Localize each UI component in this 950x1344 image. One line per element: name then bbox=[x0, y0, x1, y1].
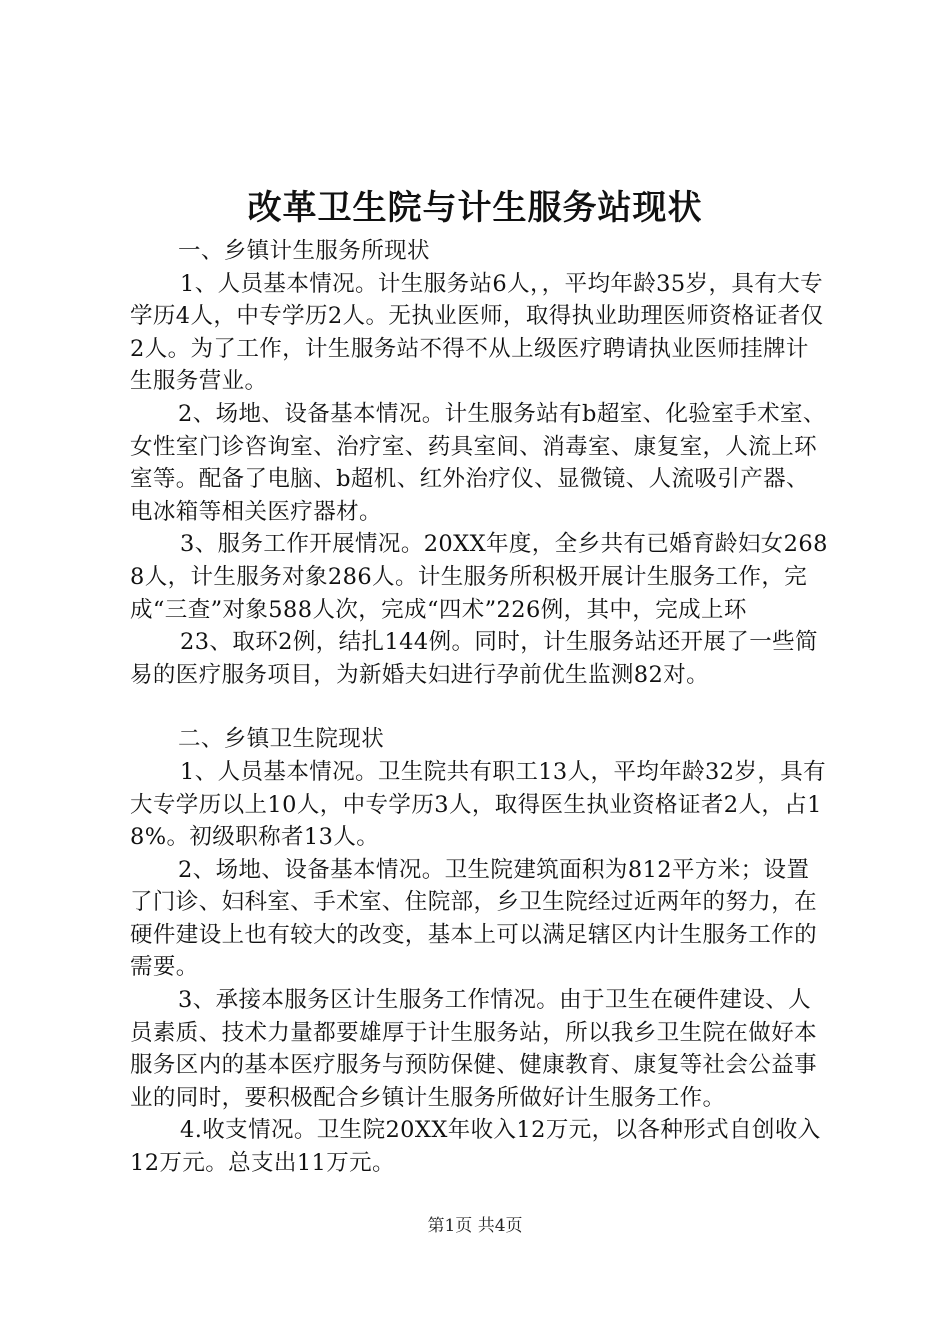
section-1-paragraph-2: 2、场地、设备基本情况。计生服务站有b超室、化验室手术室、女性室门诊咨询室、治疗室、药具室间、消毒室、康复室，人流上环室等。配备了电脑、b超机、红外治疗仪、显微镜、人流吸引产器、电冰箱等相关医疗器材。 bbox=[130, 400, 826, 525]
section-1-paragraph-4: 23、取环2例，结扎144例。同时，计生服务站还开展了一些简易的医疗服务项目，为新婚夫妇进行孕前优生监测82对。 bbox=[130, 629, 818, 688]
section-2-heading: 二、乡镇卫生院现状 bbox=[178, 726, 385, 753]
page-number-footer: 第1页 共4页 bbox=[427, 1216, 523, 1236]
section-2-paragraph-3: 3、承接本服务区计生服务工作情况。由于卫生在硬件建设、人员素质、技术力量都要雄厚于计生服务站，所以我乡卫生院在做好本服务区内的基本医疗服务与预防保健、健康教育、康复等社会公益事业的同时，要积极配合乡镇计生服务所做好计生服务工作。 bbox=[130, 987, 818, 1111]
section-2-paragraph-1: 1、人员基本情况。卫生院共有职工13人，平均年龄32岁，具有大专学历以上10人，中专学历3人，取得医生执业资格证者2人，占18%。初级职称者13人。 bbox=[130, 758, 827, 851]
section-2-paragraph-4: 4.收支情况。卫生院20XX年收入12万元，以各种形式自创收入12万元。总支出11万元。 bbox=[130, 1117, 821, 1177]
document-title: 改革卫生院与计生服务站现状 bbox=[247, 188, 703, 228]
section-1-paragraph-1: 1、人员基本情况。计生服务站6人，，平均年龄35岁，具有大专学历4人，中专学历2人。无执业医师，取得执业助理医师资格证者仅2人。为了工作，计生服务站不得不从上级医疗聘请执业医师挂牌计生服务营业。 bbox=[130, 270, 824, 395]
section-spacer bbox=[130, 691, 830, 723]
section-1-heading: 一、乡镇计生服务所现状 bbox=[178, 238, 430, 264]
section-1-paragraph-3: 3、服务工作开展情况。20XX年度，全乡共有已婚育龄妇女2688人，计生服务对象286人。计生服务所积极开展计生服务工作，完成“三查”对象588人次，完成“四术”226例，其中，完成上环 bbox=[130, 531, 828, 623]
document-body bbox=[130, 235, 830, 1180]
section-2-paragraph-2: 2、场地、设备基本情况。卫生院建筑面积为812平方米；设置了门诊、妇科室、手术室、住院部，乡卫生院经过近两年的努力，在硬件建设上也有较大的改变，基本上可以满足辖区内计生服务工作的需要。 bbox=[130, 856, 818, 981]
